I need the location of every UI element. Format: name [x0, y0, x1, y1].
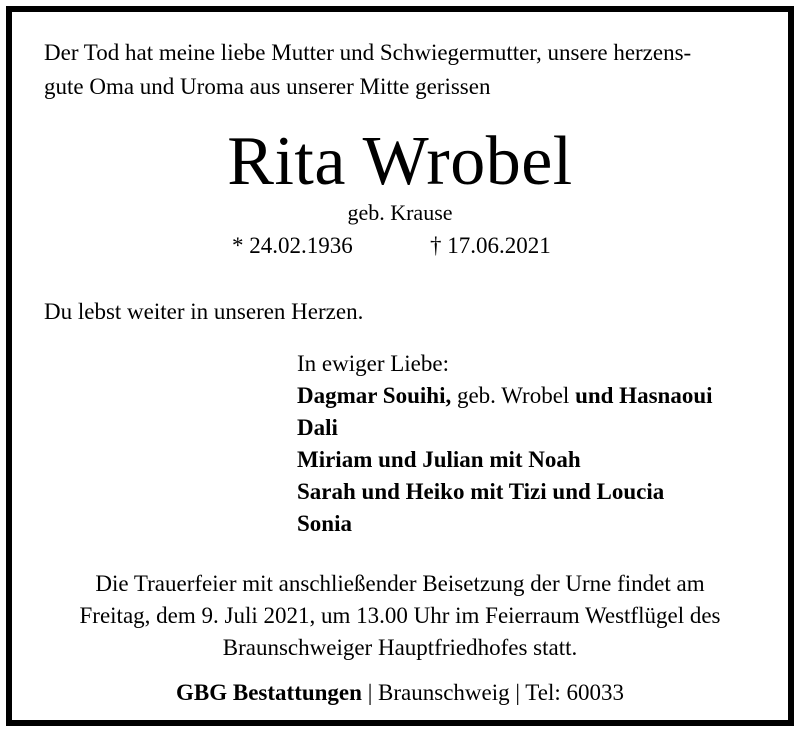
- mourners-heading: In ewiger Liebe:: [297, 351, 449, 376]
- funeral-line: Die Trauerfeier mit anschließender Beisetzung der Urne findet am: [95, 571, 705, 596]
- maiden-name: geb. Krause: [347, 200, 453, 225]
- funeral-line: Braunschweiger Hauptfriedhofes statt.: [222, 635, 578, 660]
- obituary-notice: [6, 6, 794, 726]
- mourner-maiden: geb. Wrobel: [451, 383, 576, 408]
- intro-line: gute Oma und Uroma aus unserer Mitte gerissen: [44, 74, 491, 99]
- motto-text: Du lebst weiter in unseren Herzen.: [44, 299, 364, 324]
- mourner-line: [297, 508, 713, 540]
- mourners-block: [297, 348, 713, 540]
- death-date: † 17.06.2021: [430, 233, 551, 258]
- funeral-home-footer: [12, 677, 788, 709]
- intro-line: Der Tod hat meine liebe Mutter und Schwiegermutter, unsere herzens-: [44, 40, 692, 65]
- deceased-name: Rita Wrobel: [227, 123, 573, 200]
- mourner-name: Sarah und Heiko mit Tizi und Loucia: [297, 479, 665, 504]
- mourner-line: [297, 380, 713, 412]
- funeral-line: Freitag, dem 9. Juli 2021, um 13.00 Uhr im Feierraum Westflügel des: [79, 603, 721, 628]
- mourner-line: [297, 444, 713, 476]
- mourner-line: [297, 412, 713, 444]
- mourner-name: Dali: [297, 415, 338, 440]
- birth-date: * 24.02.1936: [232, 233, 353, 258]
- mourner-name: Miriam und Julian mit Noah: [297, 447, 581, 472]
- funeral-home-name: GBG Bestattungen: [176, 680, 362, 705]
- funeral-home-contact: | Braunschweig | Tel: 60033: [361, 680, 624, 705]
- intro-text: [44, 36, 691, 104]
- funeral-info: [12, 568, 788, 664]
- mourner-name: und Hasnaoui: [575, 383, 713, 408]
- mourner-name: Dagmar Souihi,: [297, 383, 452, 408]
- mourner-line: [297, 476, 713, 508]
- mourner-name: Sonia: [297, 511, 352, 536]
